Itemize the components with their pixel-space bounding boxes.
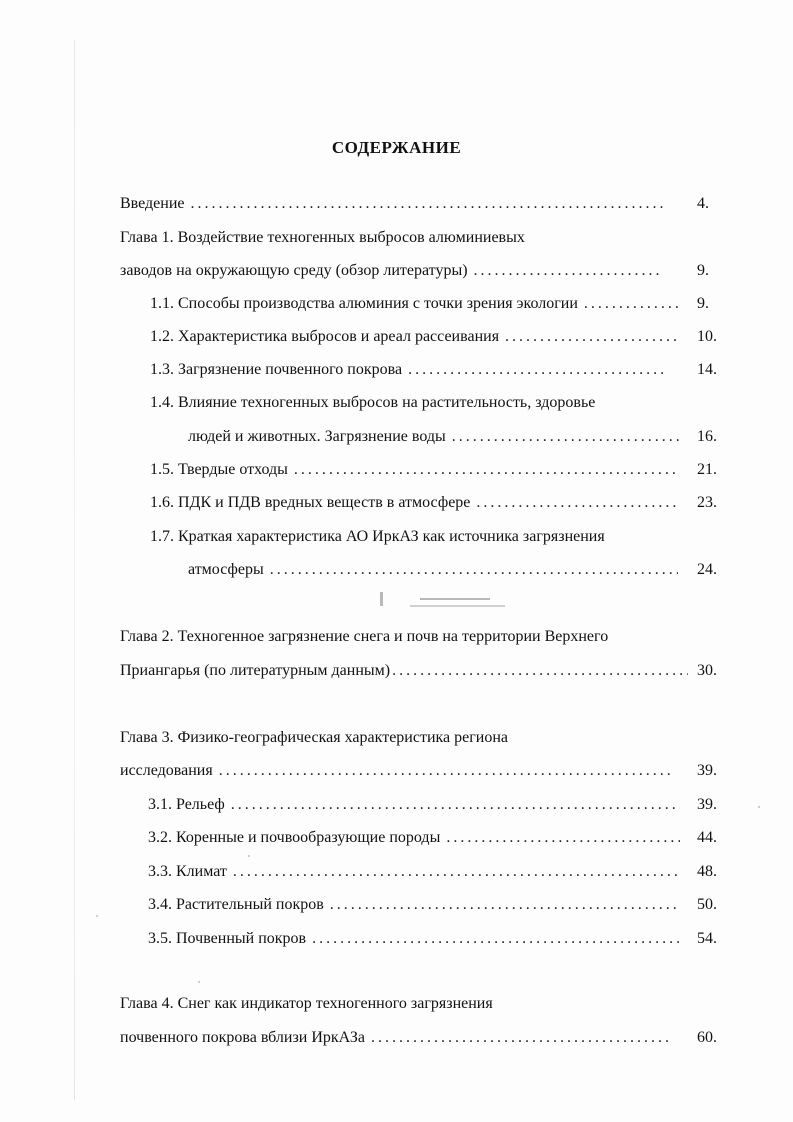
toc-title: СОДЕРЖАНИЕ	[331, 138, 462, 157]
dot-leader	[584, 294, 680, 314]
toc-page-number: 60.	[697, 1029, 717, 1046]
toc-entry-1-6[interactable]	[150, 493, 686, 513]
toc-entry-text: заводов на окружающую среду (обзор литературы)	[120, 262, 468, 279]
toc-entry-1-2[interactable]	[150, 327, 686, 347]
toc-page-number: 39.	[697, 796, 717, 813]
dot-leader	[270, 560, 678, 580]
toc-entry-3-4[interactable]	[148, 895, 686, 915]
toc-entry-text: Введение	[120, 195, 185, 212]
toc-entry-1-5[interactable]	[150, 460, 686, 480]
dot-leader	[219, 761, 674, 781]
scan-speck	[758, 806, 760, 808]
toc-page-number: 44.	[697, 829, 717, 846]
stamp-mark	[380, 590, 530, 618]
toc-entry-text: 3.2. Коренные и почвообразующие породы	[148, 829, 441, 846]
toc-entry-text: 1.5. Твердые отходы	[150, 461, 288, 478]
toc-entry-1-7[interactable]	[188, 560, 684, 580]
toc-page-number: 23.	[697, 494, 717, 511]
dot-leader	[476, 493, 680, 513]
toc-page-number: 50.	[697, 896, 717, 913]
toc-page-number: 10.	[697, 328, 717, 345]
toc-entry-text: 3.3. Климат	[148, 863, 227, 880]
dot-leader	[233, 862, 680, 882]
dot-leader	[191, 194, 667, 214]
scan-speck	[198, 981, 200, 983]
toc-page-number: 21.	[697, 461, 717, 478]
dot-leader	[408, 360, 668, 380]
toc-entry-3-5[interactable]	[148, 929, 686, 949]
toc-entry-1-4[interactable]	[188, 427, 686, 447]
dot-leader	[392, 661, 688, 681]
toc-entry-chapter-3[interactable]	[120, 761, 680, 781]
toc-entry-text: 1.6. ПДК и ПДВ вредных веществ в атмосфере	[150, 494, 471, 511]
toc-chapter-heading[interactable]: Глава 1. Воздействие техногенных выбросов алюминиевых	[120, 229, 525, 246]
toc-page-number: 9.	[697, 262, 709, 279]
toc-entry-text: исследования	[120, 762, 213, 779]
scan-speck	[248, 855, 250, 857]
dot-leader	[505, 327, 680, 347]
toc-entry-text: 1.2. Характеристика выбросов и ареал рассеивания	[150, 328, 500, 345]
toc-entry-text: 1.1. Способы производства алюминия с точки зрения экологии	[150, 295, 578, 312]
toc-entry-text: почвенного покрова вблизи ИркАЗа	[120, 1029, 365, 1046]
toc-entry-introduction[interactable]	[120, 194, 672, 214]
toc-page-number: 54.	[697, 930, 717, 947]
toc-chapter-heading[interactable]: Глава 4. Снег как индикатор техногенного загрязнения	[120, 995, 493, 1012]
toc-entry-1-1[interactable]	[150, 294, 686, 314]
toc-entry-text: 3.4. Растительный покров	[148, 896, 324, 913]
toc-entry-text: Приангарья (по литературным данным)	[120, 662, 391, 679]
toc-entry-text[interactable]: 1.4. Влияние техногенных выбросов на растительность, здоровье	[150, 394, 596, 411]
dot-leader	[330, 895, 680, 915]
dot-leader	[446, 828, 680, 848]
dot-leader	[231, 795, 680, 815]
scan-edge-shadow	[74, 40, 75, 1100]
toc-entry-3-3[interactable]	[148, 862, 686, 882]
dot-leader	[474, 261, 659, 281]
dot-leader	[312, 929, 680, 949]
toc-page-number: 24.	[697, 561, 717, 578]
toc-page-number: 16.	[697, 428, 717, 445]
toc-entry-text: атмосферы	[188, 561, 264, 578]
toc-entry-chapter-4[interactable]	[120, 1028, 676, 1048]
toc-page-number: 30.	[697, 662, 717, 679]
dot-leader	[371, 1028, 670, 1048]
toc-page-number: 9.	[697, 295, 709, 312]
toc-page-number: 4.	[697, 195, 709, 212]
toc-entry-text: 1.3. Загрязнение почвенного покрова	[150, 361, 403, 378]
toc-page-number: 14.	[697, 361, 717, 378]
toc-entry-chapter-2[interactable]	[120, 661, 694, 681]
toc-entry-3-1[interactable]	[148, 795, 686, 815]
toc-entry-text: 3.5. Почвенный покров	[148, 930, 307, 947]
toc-entry-text: 3.1. Рельеф	[148, 796, 225, 813]
toc-chapter-heading[interactable]: Глава 3. Физико-географическая характеристика региона	[120, 729, 509, 746]
scan-speck	[96, 915, 98, 917]
toc-entry-text: людей и животных. Загрязнение воды	[188, 428, 446, 445]
dot-leader	[294, 460, 680, 480]
toc-entry-1-3[interactable]	[150, 360, 674, 380]
dot-leader	[452, 427, 680, 447]
toc-page-number: 48.	[697, 863, 717, 880]
toc-entry-3-2[interactable]	[148, 828, 686, 848]
toc-entry-chapter-1[interactable]	[120, 261, 665, 281]
toc-page-number: 39.	[697, 762, 717, 779]
toc-chapter-heading[interactable]: Глава 2. Техногенное загрязнение снега и почв на территории Верхнего	[120, 628, 609, 645]
toc-entry-text[interactable]: 1.7. Краткая характеристика АО ИркАЗ как источника загрязнения	[150, 528, 605, 545]
